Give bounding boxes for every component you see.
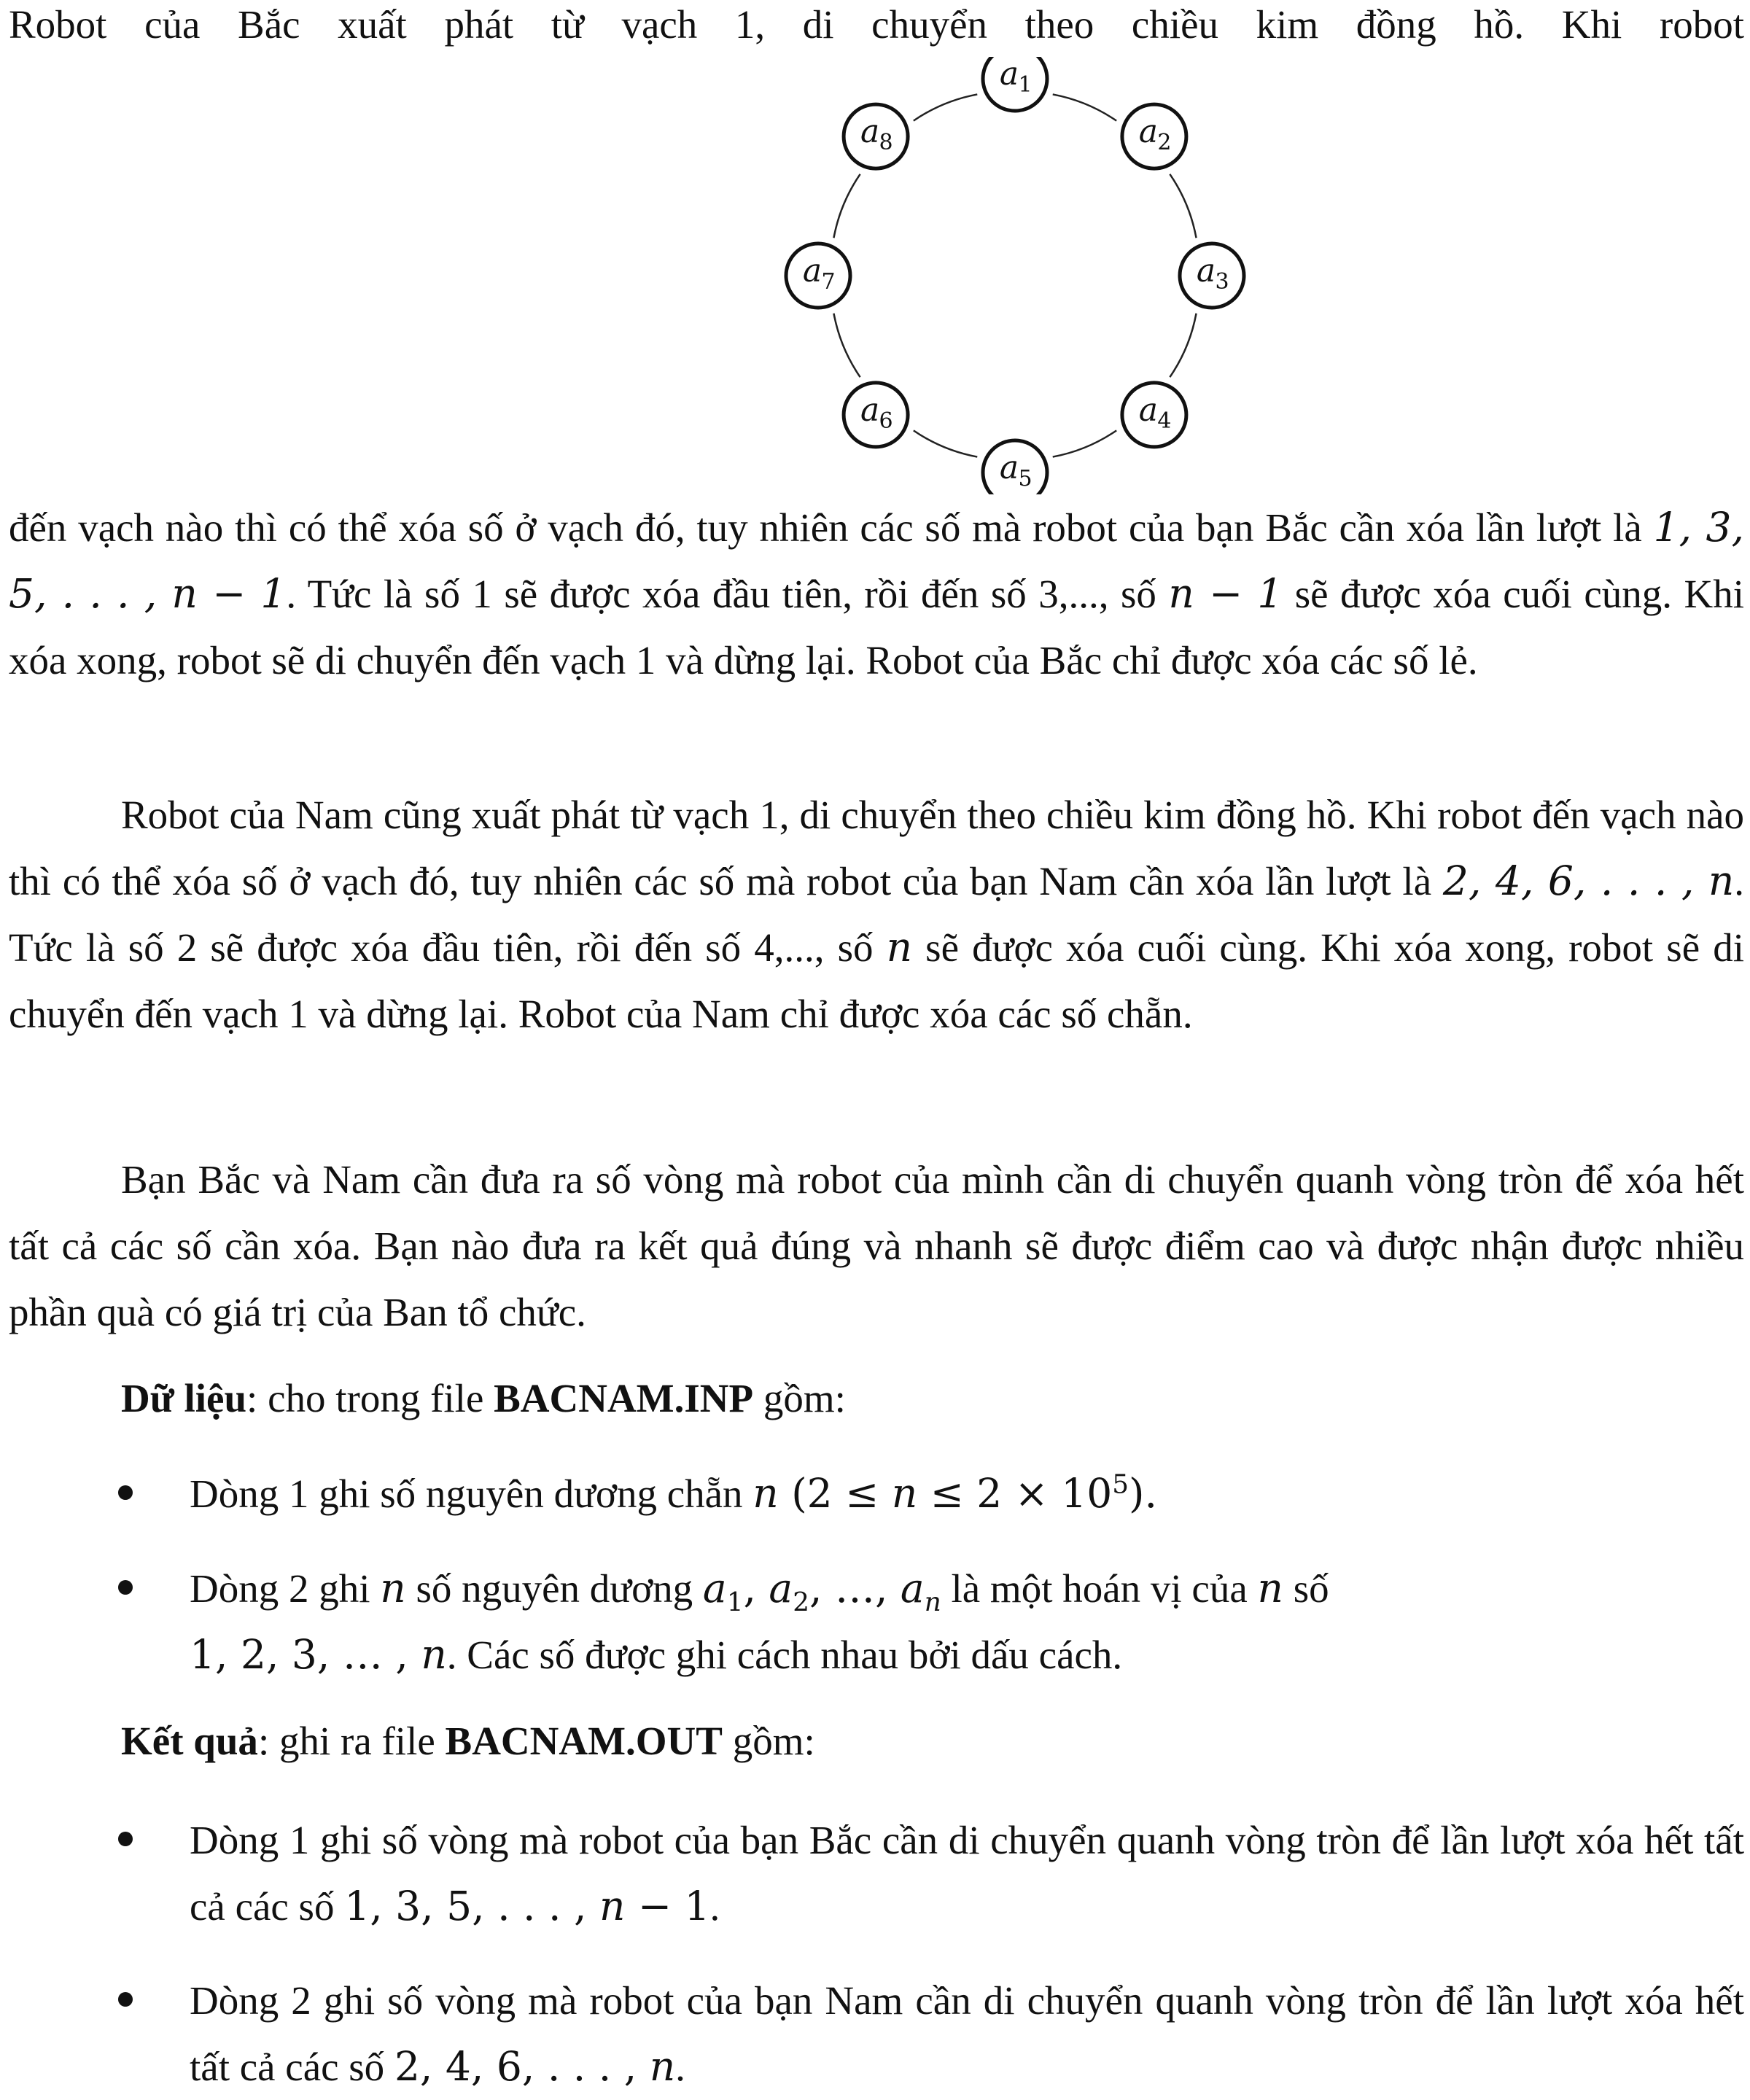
diagram-edge — [914, 94, 977, 120]
para2-math-2: n — [886, 924, 913, 971]
bullet-dot — [118, 1832, 133, 1846]
diagram-node-a1 — [983, 57, 1047, 111]
math-n: n — [752, 1470, 779, 1517]
math-n: n — [649, 2043, 676, 2090]
math-sub: n — [924, 1587, 941, 1617]
math-a: a — [702, 1565, 727, 1611]
input-file-name: BACNAM.INP — [494, 1376, 754, 1420]
node-subscript: 6 — [879, 408, 893, 434]
para1-text-1: đến vạch nào thì có thể xóa số ở vạch đó, tuy nhiên các số mà robot của bạn Bắc cần xóa lần lượt là — [9, 505, 1654, 550]
para2-math-1: 2, 4, 6, . . . , n — [1442, 858, 1735, 904]
para3-text: Bạn Bắc và Nam cần đưa ra số vòng mà robot của mình cần di chuyển quanh vòng tròn để xóa hết tất cả các số cần xóa. Bạn nào đưa ra kết quả đúng và nhanh sẽ được điểm cao và được nhận được nhiều phần quà có giá trị của Ban tổ chức. — [9, 1157, 1744, 1334]
node-label: a — [1138, 113, 1159, 151]
period: . — [675, 2045, 685, 2089]
node-label: a — [999, 449, 1019, 486]
diagram-node-a3 — [1180, 244, 1244, 308]
diagram-edge — [833, 314, 860, 377]
node-label: a — [802, 252, 822, 289]
diagram-node-a7 — [786, 244, 850, 308]
diagram-node-a2 — [1122, 104, 1186, 168]
math-n: n — [380, 1565, 406, 1611]
math-bound: ≤ 2 × 10 — [917, 1470, 1113, 1517]
math-sub: 2 — [793, 1587, 809, 1617]
math-sep: , — [874, 1565, 901, 1611]
para2-text-2: . Tức là số 2 sẽ được xóa đầu tiên, rồi đến số 4,..., số — [9, 859, 1744, 970]
input-item-2-text-2: số nguyên dương — [405, 1566, 703, 1611]
math-sequence: 1, 3, 5, . . . , — [344, 1883, 599, 1929]
math-sub: 1 — [726, 1587, 744, 1617]
input-label: Dữ liệu — [121, 1376, 247, 1420]
paragraph-bac — [9, 494, 1744, 693]
period: . — [709, 1884, 720, 1929]
para2-text-3: sẽ được xóa cuối cùng. Khi xóa xong, robot sẽ di chuyển đến vạch 1 và dừng lại. Robot của Nam chỉ được xóa các số chẵn. — [9, 925, 1744, 1036]
node-subscript: 7 — [821, 269, 836, 295]
output-item-1 — [9, 1807, 1744, 1940]
bullet-dot — [118, 1992, 133, 2007]
para1-text-3: sẽ được xóa cuối cùng. Khi xóa xong, robot sẽ di chuyển đến vạch 1 và dừng lại. Robot của Bắc chỉ được xóa các số lẻ. — [9, 572, 1745, 682]
paragraph-nam — [9, 782, 1744, 1047]
input-item-2-text-5: . Các số được ghi cách nhau bởi dấu cách. — [446, 1633, 1123, 1677]
node-subscript: 5 — [1018, 466, 1032, 491]
intro-line: Robot của Bắc xuất phát từ vạch 1, di chuyển theo chiều kim đồng hồ. Khi robot — [9, 2, 1744, 47]
input-item-1-text: Dòng 1 ghi số nguyên dương chẵn — [190, 1471, 753, 1516]
math-sequence: 2, 4, 6, . . . , — [394, 2043, 650, 2090]
node-subscript: 2 — [1157, 130, 1172, 156]
node-subscript: 4 — [1157, 408, 1172, 434]
output-file-name: BACNAM.OUT — [445, 1719, 723, 1763]
bullet-dot — [118, 1580, 133, 1595]
input-item-2-text-4: số — [1283, 1566, 1329, 1611]
output-item-2 — [9, 1967, 1744, 2100]
bullet-dot — [118, 1485, 133, 1500]
diagram-node-a6 — [844, 383, 908, 447]
document-page — [9, 0, 1744, 2092]
node-subscript: 1 — [1018, 72, 1032, 98]
circle-diagram — [782, 57, 1248, 494]
para1-math-1: 1, 3, 5, . . . , n − 1 — [9, 504, 1744, 617]
diagram-nodes — [786, 57, 1244, 494]
diagram-edge — [914, 430, 977, 456]
para1-math-2: n − 1 — [1168, 570, 1283, 617]
node-label: a — [860, 113, 880, 151]
math-minus-one: − 1 — [625, 1883, 710, 1929]
diagram-node-a5 — [983, 440, 1047, 494]
math-sep: , — [809, 1565, 835, 1611]
paragraph-task — [9, 1146, 1744, 1345]
math-n: n — [891, 1470, 918, 1517]
node-label: a — [860, 391, 880, 429]
output-text-2: gồm: — [722, 1719, 815, 1763]
node-label: a — [1196, 252, 1216, 289]
node-label: a — [999, 57, 1019, 93]
input-item-2-text-1: Dòng 2 ghi — [190, 1566, 381, 1611]
math-open: (2 ≤ — [778, 1470, 892, 1517]
diagram-edge — [1053, 430, 1116, 456]
para2-text-1: Robot của Nam cũng xuất phát từ vạch 1, di chuyển theo chiều kim đồng hồ. Khi robot đến vạch nào thì có thể xóa số ở vạch đó, tuy nhiên các số mà robot của bạn Nam cần xóa lần lượt là — [9, 793, 1744, 903]
diagram-node-a8 — [844, 104, 908, 168]
output-item-1-text: Dòng 1 ghi số vòng mà robot của bạn Bắc cần di chuyển quanh vòng tròn để lần lượt xóa hết tất cả các số — [190, 1818, 1744, 1929]
node-subscript: 8 — [879, 130, 893, 156]
input-text-1: : cho trong file — [246, 1376, 494, 1420]
diagram-edge — [833, 174, 860, 238]
node-subscript: 3 — [1215, 269, 1229, 295]
input-item-2 — [9, 1555, 1744, 1688]
math-n: n — [421, 1631, 447, 1678]
math-n: n — [1257, 1565, 1283, 1611]
diagram-edge — [1053, 94, 1116, 120]
para1-text-2: . Tức là số 1 sẽ được xóa đầu tiên, rồi đến số 3,..., số — [286, 572, 1169, 616]
math-close: ). — [1128, 1470, 1157, 1517]
output-item-2-text: Dòng 2 ghi số vòng mà robot của bạn Nam cần di chuyển quanh vòng tròn để lần lượt xóa hết tất cả các số — [190, 1978, 1744, 2089]
output-text-1: : ghi ra file — [257, 1719, 446, 1763]
node-label: a — [1138, 391, 1159, 429]
math-a: a — [900, 1565, 925, 1611]
math-a: a — [769, 1565, 793, 1611]
math-sep: , — [743, 1565, 769, 1611]
input-heading — [121, 1365, 846, 1431]
diagram-edge — [1170, 174, 1196, 238]
math-dots: … — [834, 1565, 875, 1611]
math-exponent: 5 — [1112, 1469, 1129, 1500]
math-n: n — [599, 1883, 626, 1929]
input-item-1 — [9, 1461, 1744, 1527]
math-sequence: 1, 2, 3, … , — [190, 1631, 421, 1678]
input-item-2-text-3: là một hoán vị của — [941, 1566, 1258, 1611]
output-label: Kết quả — [121, 1719, 258, 1763]
diagram-node-a4 — [1122, 383, 1186, 447]
output-heading — [121, 1708, 815, 1774]
diagram-edge — [1170, 314, 1196, 377]
input-text-2: gồm: — [753, 1376, 846, 1420]
